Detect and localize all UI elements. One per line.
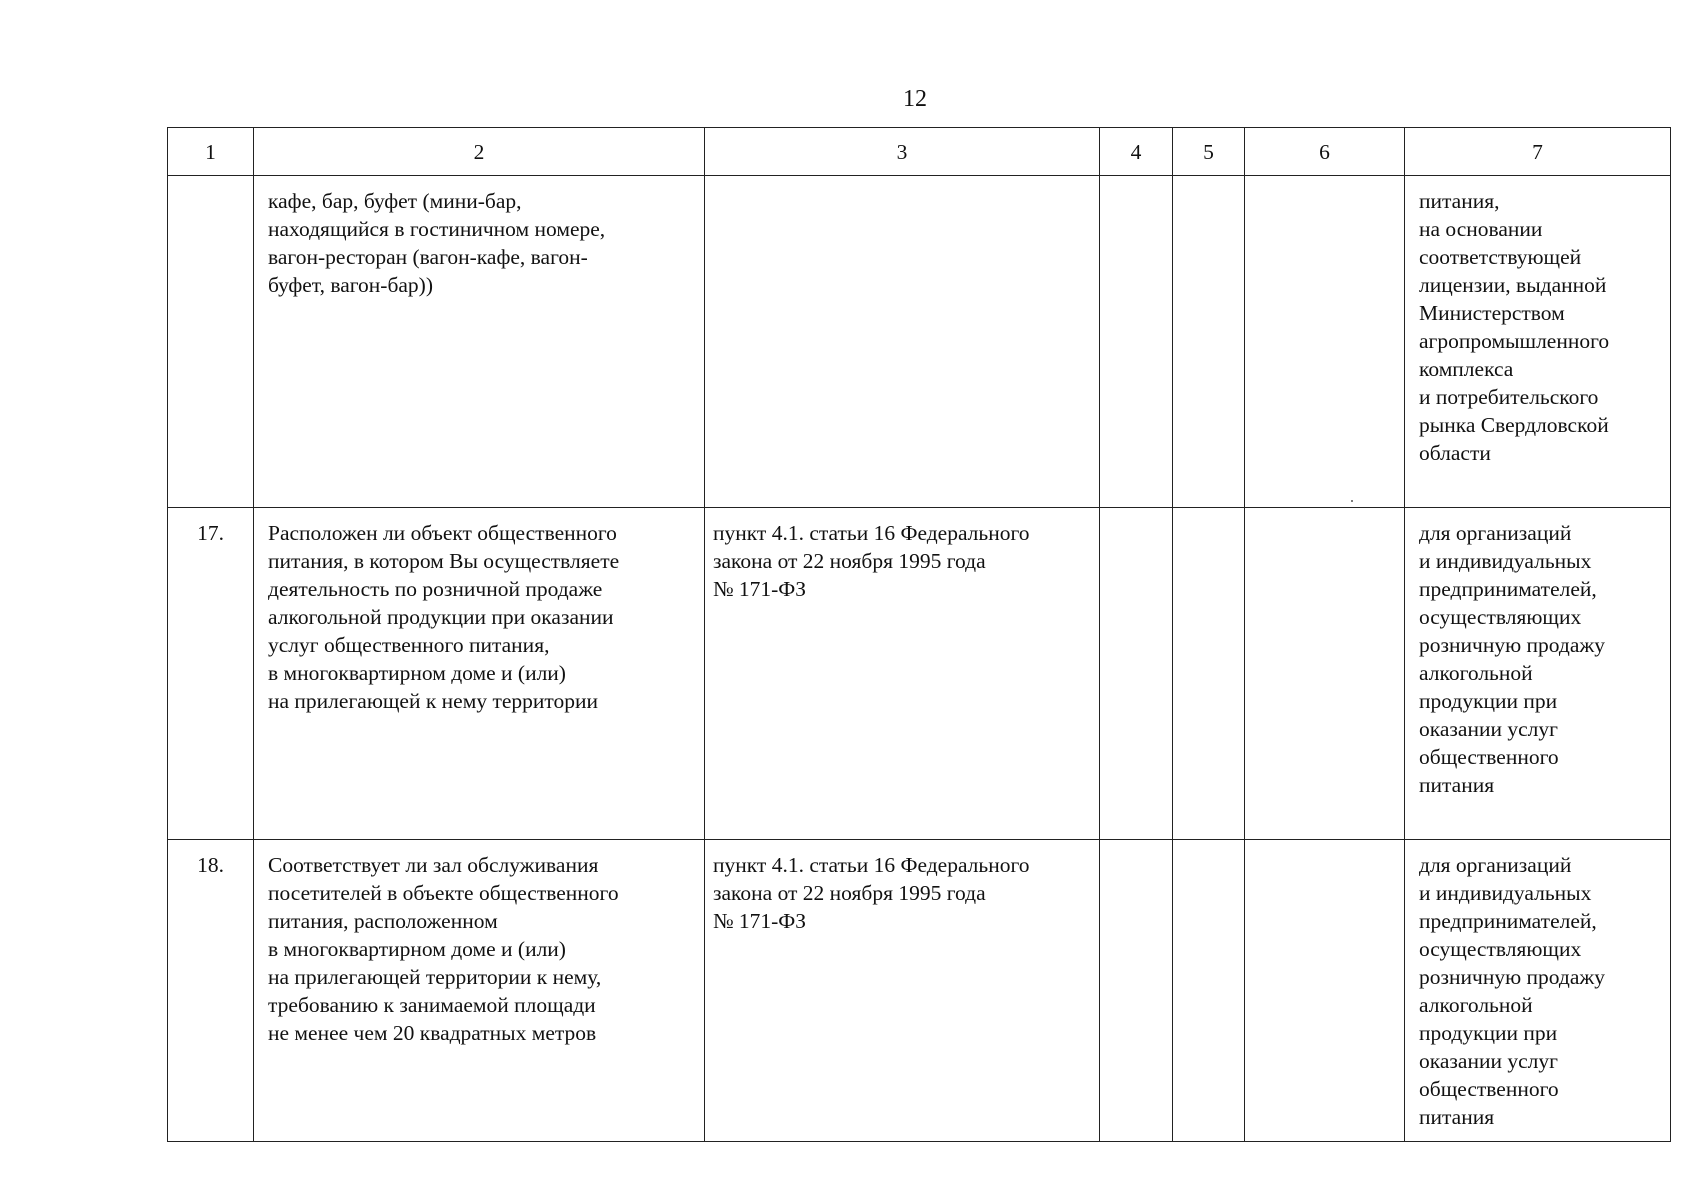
col6-text (1245, 176, 1404, 187)
note-cell (1405, 508, 1671, 840)
col6-text (1245, 508, 1404, 519)
col5-cell (1173, 176, 1245, 508)
col4-cell (1100, 508, 1173, 840)
row-number-cell (168, 176, 254, 508)
note-cell (1405, 176, 1671, 508)
col5-text (1173, 176, 1244, 187)
legal-basis-text (705, 176, 1099, 187)
table-header-row (168, 128, 1671, 176)
table-row (168, 508, 1671, 840)
header-col-6: 6 (1245, 128, 1405, 176)
question-cell (254, 176, 705, 508)
note-text: для организаций и индивидуальных предпринимателей, осуществляющих розничную продажу алкогольной продукции при оказании услуг общественного питания (1419, 853, 1605, 1129)
col5-cell (1173, 508, 1245, 840)
table-row (168, 176, 1671, 508)
legal-basis-cell (705, 176, 1100, 508)
legal-basis-text: пункт 4.1. статьи 16 Федерального закона от 22 ноября 1995 года № 171-ФЗ (713, 853, 1030, 933)
row-number-cell (168, 840, 254, 1142)
col6-cell (1245, 840, 1405, 1142)
header-col-4: 4 (1100, 128, 1173, 176)
col6-text (1245, 840, 1404, 851)
col5-cell (1173, 840, 1245, 1142)
row-number: 18. (197, 853, 224, 877)
col6-cell (1245, 508, 1405, 840)
checklist-table (167, 127, 1671, 1142)
legal-basis-text: пункт 4.1. статьи 16 Федерального закона от 22 ноября 1995 года № 171-ФЗ (713, 521, 1030, 601)
row-number-cell (168, 508, 254, 840)
note-cell (1405, 840, 1671, 1142)
table-row (168, 840, 1671, 1142)
question-cell (254, 840, 705, 1142)
question-text: Расположен ли объект общественного питания, в котором Вы осуществляете деятельность по розничной продаже алкогольной продукции при оказании услуг общественного питания, в многоквартирном доме и (или) на прилегающей к нему территории (268, 521, 620, 713)
col5-text (1173, 508, 1244, 519)
note-text: питания, на основании соответствующей лицензии, выданной Министерством агропромышленного комплекса и потребительского рынка Свердловской области (1419, 189, 1610, 465)
header-col-2: 2 (254, 128, 705, 176)
row-number (168, 176, 253, 187)
col5-text (1173, 840, 1244, 851)
col4-text (1100, 840, 1172, 851)
col4-text (1100, 176, 1172, 187)
header-col-7: 7 (1405, 128, 1671, 176)
question-text: Соответствует ли зал обслуживания посетителей в объекте общественного питания, расположенном в многоквартирном доме и (или) на прилегающей территории к нему, требованию к занимаемой площади не менее чем 20 квадратных метров (268, 853, 619, 1045)
page-number: 12 (903, 86, 927, 112)
question-text: кафе, бар, буфет (мини-бар, находящийся в гостиничном номере, вагон-ресторан (вагон-кафе, вагон- буфет, вагон-бар)) (268, 189, 606, 297)
header-col-3: 3 (705, 128, 1100, 176)
header-col-5: 5 (1173, 128, 1245, 176)
note-text: для организаций и индивидуальных предпринимателей, осуществляющих розничную продажу алкогольной продукции при оказании услуг общественного питания (1419, 521, 1605, 797)
col4-cell (1100, 176, 1173, 508)
legal-basis-cell (705, 840, 1100, 1142)
col4-text (1100, 508, 1172, 519)
row-number: 17. (197, 521, 224, 545)
question-cell (254, 508, 705, 840)
header-col-1: 1 (168, 128, 254, 176)
legal-basis-cell (705, 508, 1100, 840)
col6-cell (1245, 176, 1405, 508)
scan-speck (1351, 500, 1353, 502)
col4-cell (1100, 840, 1173, 1142)
